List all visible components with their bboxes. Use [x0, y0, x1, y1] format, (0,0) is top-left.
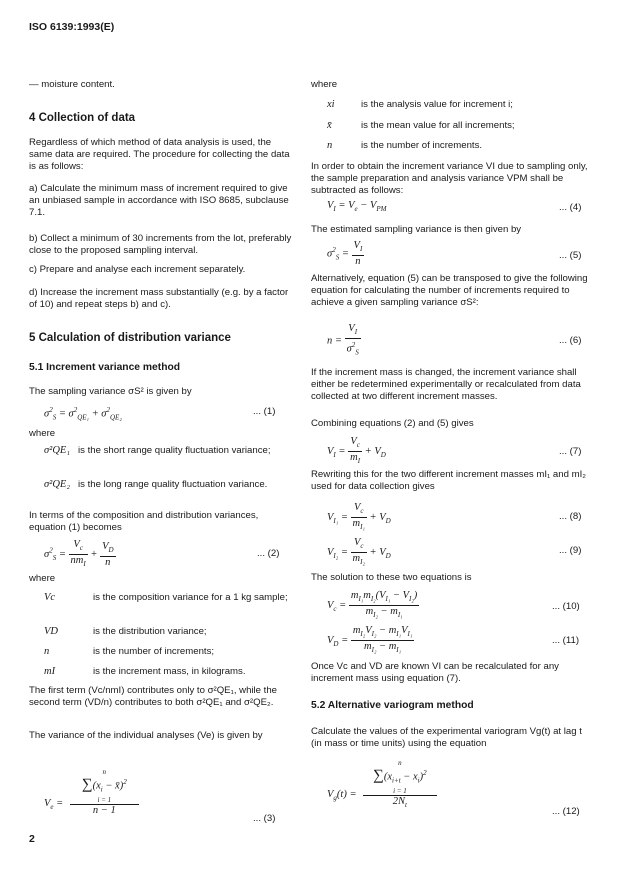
equation-8: $V_{I_1}$ = $\frac{V_c}{m_{I_1}}$ + $V_D$ — [327, 502, 391, 532]
definition-vd — [44, 626, 294, 640]
list-item-b: b) Collect a minimum of 30 increments from the lot, preferably close to the proposed sampling interval. — [29, 233, 292, 256]
section-5-2-title: 5.2 Alternative variogram method — [311, 700, 474, 711]
equation-4-number: ... (4) — [559, 202, 582, 213]
equation-11: $V_D$ = $\frac{m_{I_2}V_{I_2} - m_{I_1}V_{I_1}}{m_{I_2} - m_{I_1}}$ — [327, 625, 413, 655]
terms-paragraph: In terms of the composition and distribution variances, equation (1) becomes — [29, 510, 259, 533]
definition-vd-text: is the distribution variance; — [93, 626, 207, 637]
definition-n-symbol: n — [44, 646, 50, 657]
definition-vc-symbol: Vc — [44, 592, 56, 603]
definition-xi — [327, 99, 597, 113]
equation-10-number: ... (10) — [552, 601, 580, 612]
definition-n — [44, 646, 294, 660]
definition-n-right — [327, 140, 597, 154]
page-number: 2 — [29, 833, 35, 845]
equation-2: $\sigma^2_S$ = $\frac{V_c}{nm_I}$ + $\frac{V_D}{n}$ — [44, 539, 114, 569]
definition-mi-symbol: mI — [44, 666, 56, 677]
equation-5: $\sigma^2_S$ = $\frac{V_I}{n}$ — [327, 240, 363, 268]
definition-qe2 — [44, 479, 294, 505]
definition-xi-text: is the analysis value for increment i; — [361, 99, 513, 110]
definition-mi — [44, 666, 294, 680]
equation-12-number: ... (12) — [552, 806, 580, 817]
equation-3-number: ... (3) — [253, 813, 276, 824]
equation-7: $V_I$ = $\frac{V_c}{m_I}$ + $V_D$ — [327, 436, 386, 466]
equation-11-number: ... (11) — [552, 635, 580, 646]
variance-paragraph: The variance of the individual analyses (Ve) is given by — [29, 730, 263, 741]
page-header: ISO 6139:1993(E) — [29, 21, 115, 33]
definition-vd-symbol: VD — [44, 626, 58, 637]
equation-7-number: ... (7) — [559, 446, 582, 457]
where-label-right: where — [311, 79, 338, 90]
equation-12: $V_g(t)$ = n $\sum(x_{i+t} - x_i)^2$ i = 1 $2N_t$ — [327, 759, 437, 811]
equation-3: $V_e$ = n $\sum(x_i$ − x̄)$^2$ i = 1 n − 1 — [44, 768, 139, 817]
equation-8-number: ... (8) — [559, 511, 582, 522]
definition-xbar — [327, 120, 597, 134]
rewriting-paragraph: Rewriting this for the two different increment masses mI₁ and mI₂ used for data collection gives — [311, 469, 586, 492]
equation-6-number: ... (6) — [559, 335, 582, 346]
list-item-d: d) Increase the increment mass substantially (e.g. by a factor of 10) and repeat steps b) and c). — [29, 287, 289, 310]
moisture-item: — moisture content. — [29, 79, 115, 90]
equation-1: $\sigma^2_S = \sigma^2_{QE_1} + \sigma^2_{QE_2}$ — [44, 406, 122, 422]
definition-qe1-symbol: σ²QE₁ — [44, 445, 70, 456]
equation-5-number: ... (5) — [559, 250, 582, 261]
alternative-paragraph: Alternatively, equation (5) can be transposed to give the following equation for calculating the number of increments required to achieve a given sampling variance σS²: — [311, 273, 588, 308]
definition-qe1-text: is the short range quality fluctuation variance; — [78, 445, 271, 456]
equation-1-number: ... (1) — [253, 406, 276, 417]
definition-vc-text: is the composition variance for a 1 kg sample; — [93, 592, 288, 603]
section-4-title: 4 Collection of data — [29, 112, 136, 124]
equation-6: n = $\frac{V_I}{\sigma^2_S}$ — [327, 323, 359, 357]
where-label-1: where — [29, 428, 56, 439]
section-5-title: 5 Calculation of distribution variance — [29, 332, 231, 344]
equation-10: $V_c$ = $\frac{m_{I_1}m_{I_2}(V_{I_1} - V_{I_2})}{m_{I_2} - m_{I_1}}$ — [327, 590, 418, 620]
first-term-paragraph: The first term (Vc/nmI) contributes only to σ²QE₁, while the second term (VD/n) contributes to both σ²QE₁ and σ²QE₂. — [29, 685, 278, 708]
list-item-a: a) Calculate the minimum mass of increment required to give an unbiased sample in accordance with ISO 8685, subclause 7.1. — [29, 183, 289, 218]
estimated-paragraph: The estimated sampling variance is then given by — [311, 224, 522, 235]
equation-9-number: ... (9) — [559, 545, 582, 556]
definition-qe2-symbol: σ²QE₂ — [44, 479, 70, 490]
if-paragraph: If the increment mass is changed, the increment variance shall either be redetermined experimentally or recalculated from data collected at two different increment masses. — [311, 367, 581, 402]
definition-xbar-text: is the mean value for all increments; — [361, 120, 515, 131]
definition-xbar-symbol: x̄ — [327, 120, 332, 131]
equation-4: $V_I = V_e - V_{PM}$ — [327, 200, 387, 214]
section-5-1-title: 5.1 Increment variance method — [29, 362, 181, 373]
definition-qe1 — [44, 445, 294, 471]
where-label-2: where — [29, 573, 56, 584]
definition-n-text: is the number of increments; — [93, 646, 215, 657]
section-5-1-paragraph: The sampling variance σS² is given by — [29, 386, 192, 397]
definition-n-right-text: is the number of increments. — [361, 140, 483, 151]
list-item-c: c) Prepare and analyse each increment separately. — [29, 264, 246, 275]
definition-mi-text: is the increment mass, in kilograms. — [93, 666, 246, 677]
solution-paragraph: The solution to these two equations is — [311, 572, 472, 583]
definition-n-right-symbol: n — [327, 140, 333, 151]
definition-xi-symbol: xi — [327, 99, 335, 110]
section-5-2-paragraph: Calculate the values of the experimental variogram Vg(t) at lag t (in mass or time units) using the equation — [311, 726, 582, 749]
section-4-paragraph: Regardless of which method of data analysis is used, the same data are required. The procedure for collecting the data is as follows: — [29, 137, 290, 172]
combining-paragraph: Combining equations (2) and (5) gives — [311, 418, 474, 429]
order-paragraph: In order to obtain the increment variance VI due to sampling only, the sample preparation and analysis variance VPM shall be subtracted as follows: — [311, 161, 588, 196]
definition-vc — [44, 592, 294, 618]
equation-2-number: ... (2) — [257, 548, 280, 559]
definition-qe2-text: is the long range quality fluctuation variance. — [78, 479, 268, 490]
once-paragraph: Once Vc and VD are known VI can be recalculated for any increment mass using equation (7). — [311, 661, 559, 684]
equation-9: $V_{I_2}$ = $\frac{V_c}{m_{I_2}}$ + $V_D$ — [327, 537, 391, 567]
